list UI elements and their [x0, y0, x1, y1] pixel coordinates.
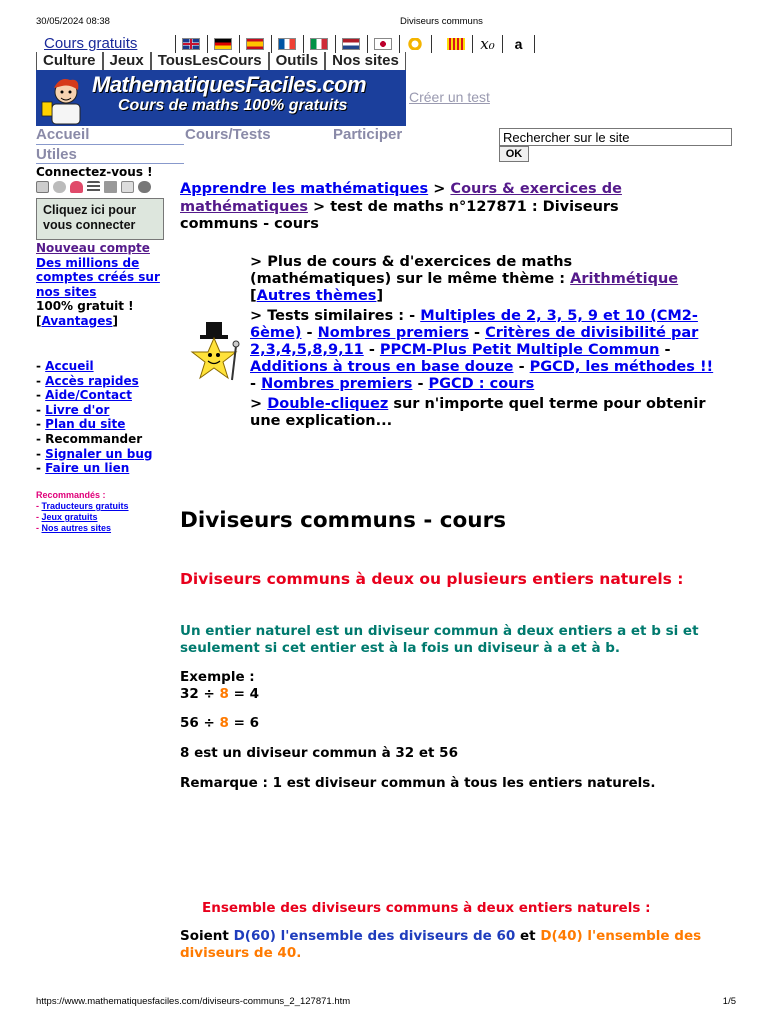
example-equation-2: 56 ÷ 8 = 6	[180, 715, 260, 731]
double-click-link[interactable]: Double-cliquez	[267, 396, 389, 412]
star-mascot-icon	[190, 322, 246, 384]
millions-link[interactable]: Des millions de comptes créés sur nos sites	[36, 255, 160, 299]
users-icon[interactable]	[53, 181, 66, 193]
advantages-link[interactable]: Avantages	[41, 313, 113, 328]
sidebar-item-plan-du-site[interactable]: Plan du site	[45, 417, 126, 432]
flag-uk-icon[interactable]	[176, 35, 208, 53]
nav-touslescours[interactable]: TousLesCours	[151, 52, 269, 72]
account-links: Nouveau compte Des millions de comptes créés sur nos sites 100% gratuit ! [Avantages]	[36, 241, 176, 328]
nav-nos-sites[interactable]: Nos sites	[325, 52, 406, 72]
list-icon[interactable]	[87, 181, 100, 193]
breadcrumb-current: > test de maths n°127871 : Diviseurs communs - cours	[180, 198, 619, 232]
definition-text: Un entier naturel est un diviseur commun à deux entiers a et b si et seulement si cet entier est à la fois un diviseur à a et à b.	[180, 623, 699, 656]
sidebar-item-livre-dor[interactable]: Livre d'or	[45, 402, 110, 417]
similar-test-link[interactable]: PPCM-Plus Petit Multiple Commun	[379, 342, 660, 358]
sidebar-menu: - Accueil - Accès rapides - Aide/Contact - Livre d'or - Plan du site - Recommander - Signaler un bug - Faire un lien	[36, 359, 153, 476]
remark-text: Remarque : 1 est diviseur commun à tous les entiers naturels.	[180, 775, 656, 791]
tab-utiles[interactable]: Utiles	[36, 146, 77, 163]
conclusion-text: 8 est un diviseur commun à 32 et 56	[180, 745, 458, 761]
connect-title: Connectez-vous !	[36, 165, 153, 179]
tab-participer[interactable]: Participer	[333, 126, 403, 143]
recommended-block: Recommandés : - Traducteurs gratuits - Jeux gratuits - Nos autres sites	[36, 490, 176, 534]
tab-divider	[36, 144, 184, 145]
flag-fr-icon[interactable]	[272, 35, 304, 53]
print-footer	[36, 996, 736, 1007]
heart-icon[interactable]	[70, 181, 83, 193]
flag-de-icon[interactable]	[208, 35, 240, 53]
logo-subtitle: Cours de maths 100% gratuits	[118, 97, 348, 114]
scroll-icon[interactable]	[121, 181, 134, 193]
flag-es-icon[interactable]	[240, 35, 272, 53]
nav-outils[interactable]: Outils	[269, 52, 326, 72]
logo-title: MathematiquesFaciles.com	[92, 72, 367, 97]
tab-accueil[interactable]: Accueil	[36, 126, 90, 143]
print-title: Diviseurs communs	[400, 16, 483, 27]
text-size-button[interactable]: a	[503, 35, 535, 53]
account-icons	[36, 180, 166, 194]
search-ok-button[interactable]: OK	[499, 146, 529, 162]
sidebar-item-acces-rapides[interactable]: Accès rapides	[45, 373, 139, 388]
similar-test-link[interactable]: Multiples de 2, 3, 5, 9 et 10 (CM2-6ème)	[250, 308, 698, 341]
secondary-nav	[36, 52, 406, 72]
similar-test-link[interactable]: Nombres premiers	[317, 325, 469, 341]
flag-nl-icon[interactable]	[336, 35, 368, 53]
sidebar-item-faire-un-lien[interactable]: Faire un lien	[45, 461, 130, 476]
section-tabs	[36, 126, 486, 146]
nav-jeux[interactable]: Jeux	[103, 52, 151, 72]
flag-ring-icon[interactable]	[400, 35, 432, 53]
reco-sites[interactable]: Nos autres sites	[41, 523, 112, 533]
flag-jp-icon[interactable]	[368, 35, 400, 53]
create-test-link[interactable]: Créer un test	[409, 89, 490, 105]
free-text: 100% gratuit !	[36, 299, 134, 313]
print-datetime: 30/05/2024 08:38	[36, 16, 110, 27]
tab-divider	[36, 163, 184, 164]
section-heading: Diviseurs communs à deux ou plusieurs entiers naturels :	[180, 570, 684, 588]
site-logo[interactable]	[36, 70, 406, 126]
login-button-line1: Cliquez ici pour	[43, 203, 137, 217]
math-symbol-button[interactable]: x₀	[473, 35, 503, 53]
page-title: Diviseurs communs - cours	[180, 508, 507, 533]
login-button[interactable]	[36, 198, 164, 240]
new-account-link[interactable]: Nouveau compte	[36, 241, 150, 255]
print-url: https://www.mathematiquesfaciles.com/diviseurs-communs_2_127871.htm	[36, 996, 351, 1007]
breadcrumb: Apprendre les mathématiques > Cours & exercices de mathématiques > test de maths n°127871 : Diviseurs communs - cours	[180, 181, 622, 232]
soient-text: Soient D(60) l'ensemble des diviseurs de 60 et D(40) l'ensemble des diviseurs de 40.	[180, 928, 702, 961]
similar-test-link[interactable]: PGCD : cours	[428, 376, 535, 392]
flag-ca-icon[interactable]	[432, 35, 473, 53]
example-equation-1: 32 ÷ 8 = 4	[180, 686, 260, 702]
section-heading-2: Ensemble des diviseurs communs à deux entiers naturels :	[202, 900, 651, 916]
tab-cours-tests[interactable]: Cours/Tests	[185, 126, 271, 143]
sidebar-item-signaler-bug[interactable]: Signaler un bug	[45, 446, 153, 461]
similar-test-link[interactable]: Nombres premiers	[261, 376, 413, 392]
search-input[interactable]	[499, 128, 732, 146]
top-nav	[36, 31, 535, 53]
theme-link[interactable]: Arithmétique	[570, 271, 679, 287]
mascot-icon	[40, 74, 90, 126]
similar-test-link[interactable]: PGCD, les méthodes !!	[529, 359, 714, 375]
nav-cours-gratuits[interactable]: Cours gratuits	[36, 35, 176, 53]
sidebar-item-accueil[interactable]: Accueil	[45, 359, 94, 373]
recommended-title: Recommandés :	[36, 490, 106, 500]
info-block: > Plus de cours & d'exercices de maths (mathématiques) sur le même thème : Arithmétique [Autres thèmes] > Tests similaires : - Multiples de 2, 3, 5, 9 et 10 (CM2-6ème) - Nombres premiers - Critères de divisibilité par 2,3,4,5,8,9,11 - PPCM-Plus Petit Multiple Commun - Additions à trous en base douze - PGCD, les méthodes !! - Nombres premiers - PGCD : cours > Double-cliquez sur n'importe quel terme pour obtenir une explication...	[250, 254, 714, 429]
reco-traducteurs[interactable]: Traducteurs gratuits	[41, 501, 129, 511]
similar-test-link[interactable]: Critères de divisibilité par 2,3,4,5,8,9,11	[250, 325, 699, 358]
print-header	[36, 16, 736, 27]
similar-test-link[interactable]: Additions à trous en base douze	[250, 359, 514, 375]
flag-it-icon[interactable]	[304, 35, 336, 53]
nav-culture[interactable]: Culture	[36, 52, 103, 72]
breadcrumb-home-link[interactable]: Apprendre les mathématiques	[180, 181, 429, 197]
breadcrumb-courses-link[interactable]: Cours & exercices de mathématiques	[180, 181, 622, 215]
login-button-line2: vous connecter	[43, 218, 136, 232]
sidebar-item-aide-contact[interactable]: Aide/Contact	[45, 388, 132, 403]
reco-jeux[interactable]: Jeux gratuits	[41, 512, 98, 522]
close-icon[interactable]	[138, 181, 151, 193]
other-themes-link[interactable]: Autres thèmes	[256, 288, 377, 304]
print-page-number: 1/5	[722, 996, 736, 1007]
mail-icon[interactable]	[36, 181, 49, 193]
speaker-icon[interactable]	[104, 181, 117, 193]
sidebar-item-recommander[interactable]: Recommander	[45, 431, 143, 446]
example-label: Exemple :	[180, 669, 255, 685]
